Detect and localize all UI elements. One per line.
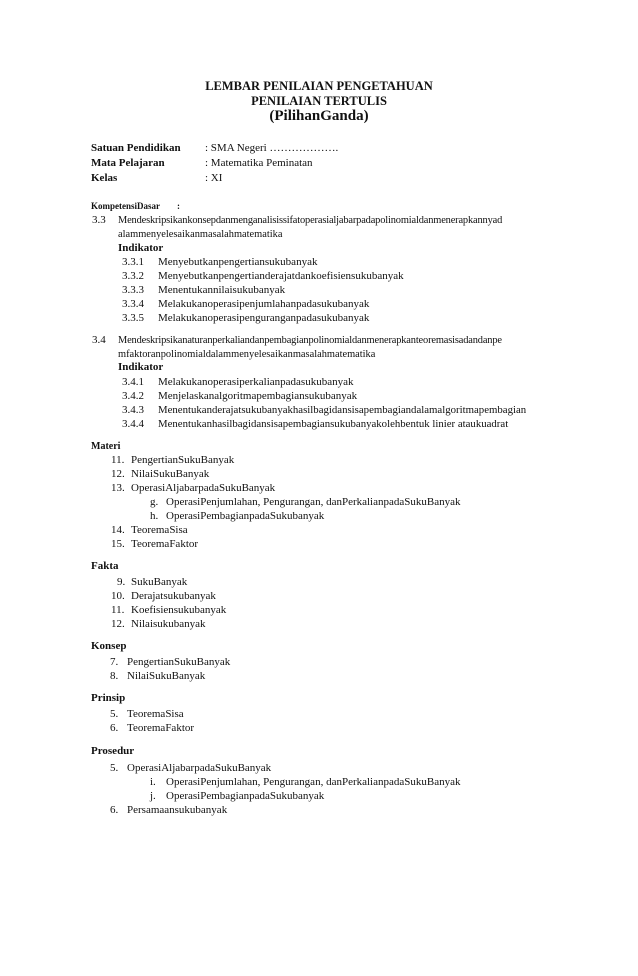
indikator-heading: Indikator (118, 361, 164, 373)
list-item: TeoremaSisa (131, 524, 188, 536)
identity-value: : SMA Negeri ………………. (205, 142, 339, 154)
list-number: 12. (111, 468, 125, 480)
list-number: 11. (111, 604, 125, 616)
indikator-text: Menentukannilaisukubanyak (158, 284, 286, 296)
indikator-text: Menentukanderajatsukubanyakhasilbagidansisapembagiandalamalgoritmapembagian (158, 404, 527, 416)
list-number: 8. (110, 670, 119, 682)
list-number: 6. (110, 804, 119, 816)
page-subtitle-type: (PilihanGanda) (269, 108, 369, 124)
list-number: 15. (111, 538, 125, 550)
list-item: Persamaansukubanyak (127, 804, 228, 816)
list-item: Derajatsukubanyak (131, 590, 216, 602)
list-number: 9. (117, 576, 126, 588)
indikator-number: 3.3.3 (122, 284, 144, 296)
indikator-text: Melakukanoperasiperkalianpadasukubanyak (158, 376, 354, 388)
section-heading: Prosedur (91, 745, 135, 757)
list-number: h. (150, 510, 159, 522)
kd-heading: KompetensiDasar (91, 201, 160, 211)
indikator-text: Melakukanoperasipenguranganpadasukubanyak (158, 312, 370, 324)
indikator-number: 3.4.4 (122, 418, 144, 430)
list-item: OperasiAljabarpadaSukuBanyak (131, 482, 276, 494)
indikator-number: 3.3.2 (122, 270, 144, 282)
identity-value: : XI (205, 172, 223, 184)
identity-label: Kelas (91, 172, 118, 184)
list-number: 13. (111, 482, 125, 494)
page-subtitle: PENILAIAN TERTULIS (251, 94, 387, 108)
list-number: i. (150, 776, 156, 788)
list-item: PengertianSukuBanyak (131, 454, 235, 466)
list-number: 6. (110, 722, 119, 734)
indikator-text: Menjelaskanalgoritmapembagiansukubanyak (158, 390, 358, 402)
indikator-number: 3.4.3 (122, 404, 144, 416)
list-item: OperasiPenjumlahan, Pengurangan, danPerkalianpadaSukuBanyak (166, 496, 461, 508)
list-item: NilaiSukuBanyak (131, 468, 210, 480)
list-number: 7. (110, 656, 119, 668)
list-item: OperasiPenjumlahan, Pengurangan, danPerkalianpadaSukuBanyak (166, 776, 461, 788)
list-item: TeoremaSisa (127, 708, 184, 720)
kd-text: alammenyelesaikanmasalahmatematika (118, 229, 283, 240)
list-number: 10. (111, 590, 125, 602)
section-heading: Prinsip (91, 692, 126, 704)
section-heading: Fakta (91, 560, 119, 572)
kd-number: 3.3 (92, 214, 106, 226)
list-item: OperasiAljabarpadaSukuBanyak (127, 762, 272, 774)
kd-text: Mendeskripsikankonsepdanmenganalisissifatoperasialjabarpadapolinomialdanmenerapkannyad (118, 215, 503, 226)
identity-label: Mata Pelajaran (91, 157, 165, 169)
list-item: OperasiPembagianpadaSukubanyak (166, 790, 325, 802)
list-number: 5. (110, 708, 119, 720)
list-number: g. (150, 496, 159, 508)
list-item: TeoremaFaktor (131, 538, 199, 550)
list-item: PengertianSukuBanyak (127, 656, 231, 668)
list-item: OperasiPembagianpadaSukubanyak (166, 510, 325, 522)
indikator-text: Menyebutkanpengertiansukubanyak (158, 256, 318, 268)
list-item: NilaiSukuBanyak (127, 670, 206, 682)
list-number: 14. (111, 524, 125, 536)
list-item: Nilaisukubanyak (131, 618, 206, 630)
indikator-heading: Indikator (118, 242, 164, 254)
list-item: TeoremaFaktor (127, 722, 195, 734)
list-number: j. (150, 790, 156, 802)
list-number: 11. (111, 454, 125, 466)
list-number: 5. (110, 762, 119, 774)
identity-label: Satuan Pendidikan (91, 142, 181, 154)
indikator-text: Melakukanoperasipenjumlahanpadasukubanyak (158, 298, 370, 310)
page-title: LEMBAR PENILAIAN PENGETAHUAN (205, 79, 433, 93)
indikator-number: 3.4.2 (122, 390, 144, 402)
kd-colon: : (177, 201, 180, 211)
list-item: Koefisiensukubanyak (131, 604, 227, 616)
kd-number: 3.4 (92, 334, 106, 346)
section-heading: Konsep (91, 640, 127, 652)
section-heading: Materi (91, 441, 121, 452)
indikator-number: 3.3.5 (122, 312, 144, 324)
indikator-number: 3.3.4 (122, 298, 144, 310)
list-number: 12. (111, 618, 125, 630)
kd-text: Mendeskripsikanaturanperkaliandanpembagianpolinomialdanmenerapkanteoremasisadandanpe (118, 335, 502, 346)
list-item: SukuBanyak (131, 576, 188, 588)
indikator-text: Menentukanhasilbagidansisapembagiansukubanyakolehbentuk linier ataukuadrat (158, 418, 509, 430)
indikator-text: Menyebutkanpengertianderajatdankoefisiensukubanyak (158, 270, 404, 282)
indikator-number: 3.3.1 (122, 256, 144, 268)
kd-text: mfaktoranpolinomialdalammenyelesaikanmasalahmatematika (118, 349, 376, 360)
identity-value: : Matematika Peminatan (205, 157, 313, 169)
indikator-number: 3.4.1 (122, 376, 144, 388)
